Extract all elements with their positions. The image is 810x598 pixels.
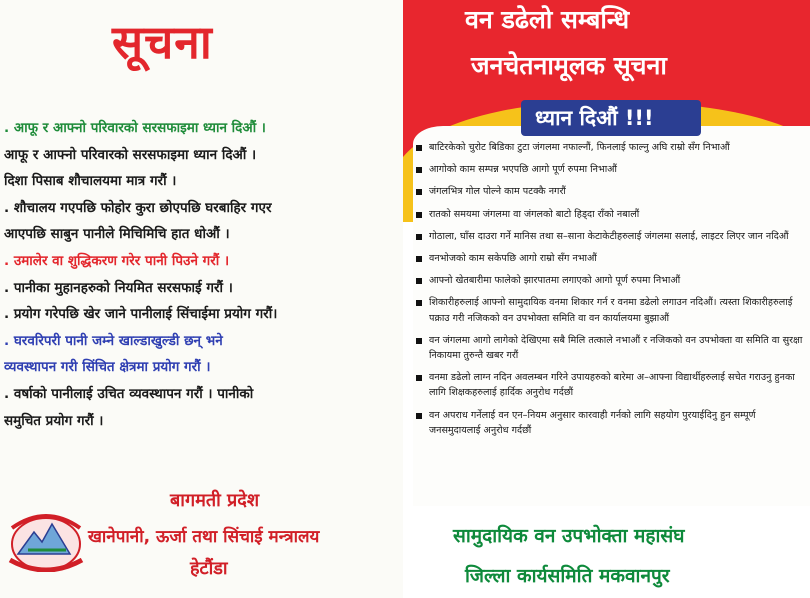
left-issuer-block [0,480,403,598]
bullet-icon [416,300,422,306]
notice-line: . वर्षाको पानीलाई उचित व्यवस्थापन गरौं । पानीको [4,385,254,402]
notice-line: आफू र आफ्नो परिवारको सरसफाइमा ध्यान दिऔं । [4,146,257,163]
notice-line: . आफू र आफ्नो परिवारको सरसफाइमा ध्यान दिऔं । [4,120,266,136]
list-item: रातको समयमा जंगलमा वा जंगलको बाटो हिड्दा राँको नबालौं [411,207,807,222]
issuer-province: बागमती प्रदेश [170,490,260,511]
right-notice-footer [403,518,810,598]
list-item: शिकारीहरुलाई आफ्नो सामुदायिक वनमा शिकार गर्न र वनमा डढेलो लगाउन नदिऔं। त्यस्ता शिकारीहरुलाई पक्राउ गरी नजिकको वन उपभोक्ता समिति वा वन कार्यालयमा बुझाऔं [411,295,807,325]
bullet-icon [416,278,422,284]
list-item: वनभोजको काम सकेपछि आगो राम्रो सँग नभाऔं [411,251,807,266]
list-item: आगोको काम सम्पन्न भएपछि आगो पूर्ण रुपमा निभाऔं [411,162,807,177]
notice-line: . शौचालय गएपछि फोहोर कुरा छोएपछि घरबाहिर गएर [4,199,272,216]
attention-badge: ध्यान दिऔं !!! [521,100,701,136]
left-notice [0,0,403,598]
list-item: जंगलभित्र गोल पोल्ने काम पटक्कै नगरौं [411,184,807,199]
footer-district-committee: जिल्ला कार्यसमिति मकवानपुर [465,565,670,587]
list-item: वनमा डढेलो लाग्न नदिन अवलम्बन गरिने उपायहरुको बारेमा अ–आफ्ना विद्यार्थीहरुलाई सचेत गराउनु हुनका लागि शिक्षकहरुलाई हार्दिक अनुरोध गर्दछौं [411,370,807,400]
notice-line: . पानीका मुहानहरुको नियमित सरसफाई गरौं । [4,279,233,296]
notice-line: . घरवरिपरी पानी जम्ने खाल्डाखुल्डी छन् भने [4,332,223,349]
right-notice-title: वन डढेलो सम्बन्धि [465,5,630,34]
list-item: आफ्नो खेतबारीमा फालेको झारपातमा लगाएको आगो पूर्ण रुपमा निभाऔं [411,273,807,288]
bullet-icon [416,212,422,218]
bullet-icon [416,375,422,381]
bullet-icon [416,234,422,240]
notice-line: . प्रयोग गरेपछि खेर जाने पानीलाई सिंचाईमा प्रयोग गरौं। [4,306,278,323]
bullet-icon [416,189,422,195]
issuer-ministry: खानेपानी, ऊर्जा तथा सिंचाई मन्त्रालय [88,527,320,547]
nepal-emblem-icon [8,510,84,572]
notice-line: दिशा पिसाब शौचालयमा मात्र गरौं । [4,173,177,190]
list-item: बाटिरकेको चुरोट बिडिका टुटा जंगलमा नफाल्नौं, फिनलाई फाल्नु अघि राम्रो सँग निभाऔं [411,140,807,155]
right-notice-list [411,140,807,445]
bullet-icon [416,413,422,419]
notice-line: समुचित प्रयोग गरौं । [4,412,104,429]
right-notice [403,0,810,598]
right-notice-subtitle: जनचेतनामूलक सूचना [471,51,667,80]
bullet-icon [416,145,422,151]
notice-line: व्यवस्थापन गरी सिंचित क्षेत्रमा प्रयोग गरौं । [4,359,211,376]
left-notice-title: सूचना [112,15,213,69]
bullet-icon [416,338,422,344]
bullet-icon [416,256,422,262]
list-item: वन जंगलमा आगो लागेको देखिएमा सबै मिलि तत्काले नभाऔं र नजिकको वन उपभोक्ता वा समिति वा सुरक्षा निकायमा तुरुन्तै खबर गरौं [411,333,807,363]
bullet-icon [416,167,422,173]
notice-line: आएपछि साबुन पानीले मिचिमिचि हात धोऔं । [4,226,230,243]
left-notice-list [4,118,400,437]
issuer-location: हेटौंडा [190,558,228,579]
notice-line: . उमालेर वा शुद्धिकरण गरेर पानी पिउने गरौं । [4,252,230,269]
footer-federation-name: सामुदायिक वन उपभोक्ता महासंघ [453,525,685,547]
list-item: वन अपराध गर्नेलाई वन एन–नियम अनुसार कारवाही गर्नको लागि सहयोग पुरयाईदिनु हुन सम्पूर्ण जनसमुदायलाई अनुरोध गर्दछौं [411,408,807,438]
list-item: गोठाला, घाँस दाउरा गर्ने मानिस तथा स–साना केटाकेटीहरुलाई जंगलमा सलाई, लाइटर लिएर जान नदिऔं [411,229,807,244]
